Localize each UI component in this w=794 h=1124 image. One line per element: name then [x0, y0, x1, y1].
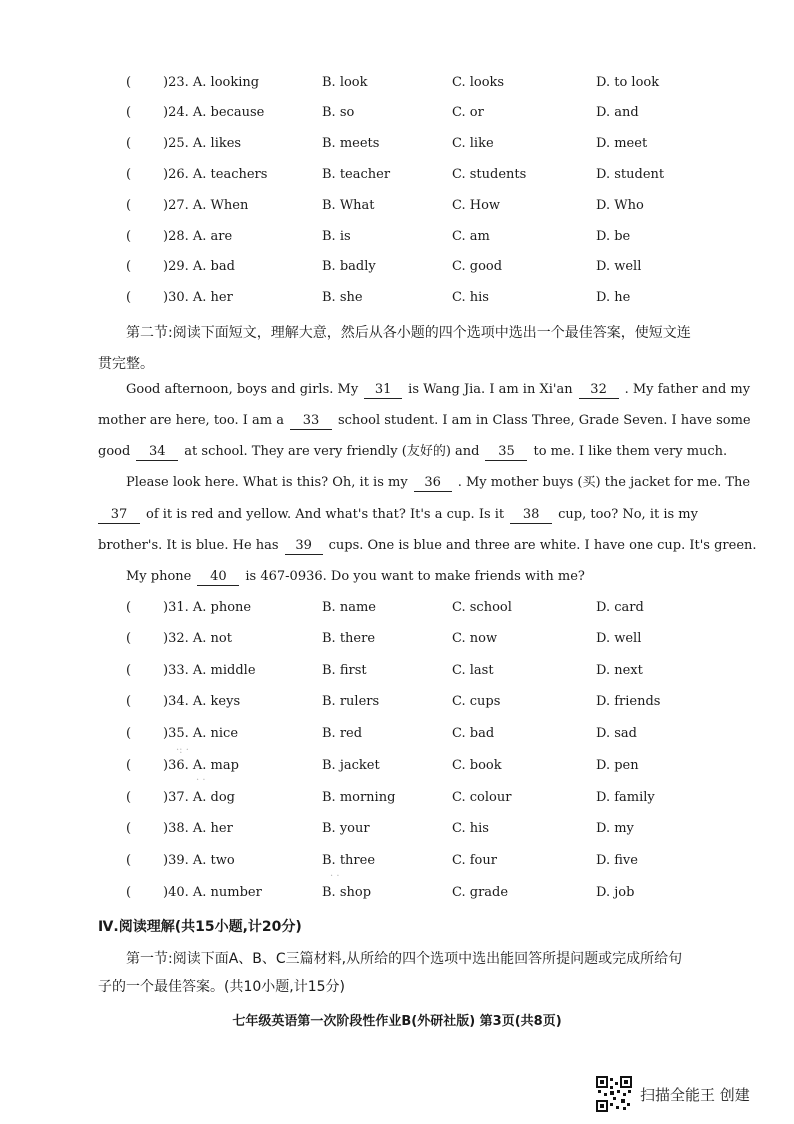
question-row — [0, 694, 794, 716]
option-d: D. five — [596, 853, 638, 868]
option-d: D. Who — [596, 198, 644, 213]
passage-text: Good afternoon, boys and girls. My — [126, 382, 359, 397]
option-c: C. How — [452, 198, 501, 213]
option-a: )37. A. dog — [163, 790, 236, 805]
question-row — [0, 726, 794, 748]
option-a: )32. A. not — [163, 631, 232, 646]
option-c: C. colour — [452, 790, 512, 805]
option-d: D. well — [596, 631, 642, 646]
option-d: D. next — [596, 663, 643, 678]
option-b: B. badly — [322, 259, 376, 274]
option-b: B. look — [322, 75, 368, 90]
option-b: B. three — [322, 853, 376, 868]
question-row — [0, 885, 794, 907]
blank-38: 38 — [510, 507, 552, 524]
option-c: C. bad — [452, 726, 495, 741]
answer-paren: ( — [126, 198, 132, 213]
answer-paren: ( — [126, 790, 132, 805]
passage-text: . My mother buys (买) the jacket for me. The — [457, 475, 751, 490]
passage-text: My phone — [126, 569, 192, 584]
answer-paren: ( — [126, 167, 132, 182]
passage-line-6 — [98, 536, 757, 556]
passage-text: of it is red and yellow. And what's that? It's a cup. Is it — [146, 507, 505, 522]
option-c: C. good — [452, 259, 503, 274]
option-b: B. teacher — [322, 167, 391, 182]
passage-text: is Wang Jia. I am in Xi'an — [408, 382, 573, 397]
option-a: )29. A. bad — [163, 259, 235, 274]
answer-paren: ( — [126, 75, 132, 90]
question-row — [0, 853, 794, 875]
option-b: B. she — [322, 290, 363, 305]
option-d: D. my — [596, 821, 634, 836]
page-footer: 七年级英语第一次阶段性作业B(外研社版) 第3页(共8页) — [232, 1014, 562, 1029]
option-a: )23. A. looking — [163, 75, 260, 90]
passage-text: cups. One is blue and three are white. I have one cup. It's green. — [328, 538, 757, 553]
option-a: )28. A. are — [163, 229, 233, 244]
passage-line-3 — [98, 442, 727, 462]
option-b: B. What — [322, 198, 375, 213]
scanner-label: 扫描全能王 创建 — [640, 1085, 750, 1104]
option-a: )31. A. phone — [163, 600, 252, 615]
passage-text: . My father and my — [624, 382, 751, 397]
passage-text: at school. They are very friendly (友好的) and — [184, 444, 480, 459]
answer-paren: ( — [126, 758, 132, 773]
answer-paren: ( — [126, 290, 132, 305]
passage-line-5 — [98, 505, 698, 525]
option-b: B. so — [322, 105, 355, 120]
answer-paren: ( — [126, 885, 132, 900]
passage-text: school student. I am in Class Three, Grade Seven. I have some — [337, 413, 751, 428]
scan-bleed-mark: · · — [196, 775, 206, 786]
option-b: B. there — [322, 631, 376, 646]
blank-32: 32 — [579, 382, 619, 399]
question-row — [0, 790, 794, 812]
blank-34: 34 — [136, 444, 178, 461]
passage-text: Please look here. What is this? Oh, it is my — [126, 475, 408, 490]
blank-39: 39 — [285, 538, 323, 555]
question-row — [0, 600, 794, 622]
answer-paren: ( — [126, 853, 132, 868]
question-row — [0, 167, 794, 189]
option-d: D. card — [596, 600, 644, 615]
qr-code-icon — [596, 1076, 632, 1112]
option-c: C. am — [452, 229, 490, 244]
option-d: D. and — [596, 105, 639, 120]
option-c: C. last — [452, 663, 494, 678]
option-a: )30. A. her — [163, 290, 233, 305]
option-d: D. family — [596, 790, 655, 805]
option-b: B. meets — [322, 136, 380, 151]
part4-section1-line1: 第一节:阅读下面A、B、C三篇材料,从所给的四个选项中选出能回答所提问题或完成所给句 — [126, 951, 683, 967]
passage-text: to me. I like them very much. — [533, 444, 728, 459]
option-d: D. meet — [596, 136, 648, 151]
option-a: )39. A. two — [163, 853, 235, 868]
option-a: )34. A. keys — [163, 694, 241, 709]
option-a: )33. A. middle — [163, 663, 256, 678]
blank-33: 33 — [290, 413, 332, 430]
option-c: C. four — [452, 853, 497, 868]
option-d: D. well — [596, 259, 642, 274]
option-c: C. looks — [452, 75, 505, 90]
option-a: )35. A. nice — [163, 726, 239, 741]
option-d: D. be — [596, 229, 631, 244]
question-row — [0, 198, 794, 220]
blank-36: 36 — [414, 475, 452, 492]
option-a: )38. A. her — [163, 821, 233, 836]
option-c: C. cups — [452, 694, 501, 709]
option-a: )27. A. When — [163, 198, 249, 213]
scanner-watermark — [596, 1074, 750, 1114]
option-b: B. rulers — [322, 694, 380, 709]
blank-31: 31 — [364, 382, 402, 399]
section2-instruction-line1: 第二节:阅读下面短文，理解大意，然后从各小题的四个选项中选出一个最佳答案，使短文连 — [126, 325, 691, 341]
option-c: C. or — [452, 105, 484, 120]
option-c: C. now — [452, 631, 498, 646]
option-a: )26. A. teachers — [163, 167, 268, 182]
option-d: D. pen — [596, 758, 639, 773]
passage-text: mother are here, too. I am a — [98, 413, 284, 428]
question-row — [0, 229, 794, 251]
passage-line-4 — [126, 473, 750, 493]
passage-line-1 — [126, 380, 750, 400]
question-row — [0, 631, 794, 653]
option-b: B. your — [322, 821, 370, 836]
section2-instruction-line2: 贯完整。 — [98, 356, 154, 372]
question-row — [0, 259, 794, 281]
part4-section1-line2: 子的一个最佳答案。(共10小题,计15分) — [98, 979, 346, 995]
option-b: B. shop — [322, 885, 372, 900]
question-row — [0, 663, 794, 685]
question-row — [0, 758, 794, 780]
option-b: B. jacket — [322, 758, 380, 773]
option-c: C. students — [452, 167, 527, 182]
option-a: )24. A. because — [163, 105, 265, 120]
option-d: D. student — [596, 167, 665, 182]
passage-text: cup, too? No, it is my — [558, 507, 698, 522]
blank-40: 40 — [197, 569, 239, 586]
option-c: C. school — [452, 600, 512, 615]
passage-text: brother's. It is blue. He has — [98, 538, 279, 553]
answer-paren: ( — [126, 821, 132, 836]
option-a: )40. A. number — [163, 885, 262, 900]
answer-paren: ( — [126, 229, 132, 244]
option-d: D. job — [596, 885, 635, 900]
question-row — [0, 105, 794, 127]
question-row — [0, 136, 794, 158]
answer-paren: ( — [126, 726, 132, 741]
answer-paren: ( — [126, 259, 132, 274]
option-d: D. to look — [596, 75, 660, 90]
option-c: C. his — [452, 821, 489, 836]
option-b: B. red — [322, 726, 363, 741]
blank-37: 37 — [98, 507, 140, 524]
scan-bleed-mark: ·: · — [176, 745, 189, 756]
answer-paren: ( — [126, 136, 132, 151]
option-d: D. he — [596, 290, 631, 305]
passage-text: good — [98, 444, 131, 459]
option-b: B. name — [322, 600, 376, 615]
option-b: B. first — [322, 663, 367, 678]
part4-heading: Ⅳ.阅读理解(共15小题,计20分) — [98, 919, 302, 935]
option-a: )25. A. likes — [163, 136, 242, 151]
option-c: C. like — [452, 136, 494, 151]
passage-line-2 — [98, 411, 751, 431]
question-row — [0, 75, 794, 97]
answer-paren: ( — [126, 600, 132, 615]
scan-bleed-mark: · · — [330, 871, 340, 882]
option-c: C. his — [452, 290, 489, 305]
question-row — [0, 821, 794, 843]
answer-paren: ( — [126, 105, 132, 120]
option-d: D. friends — [596, 694, 661, 709]
answer-paren: ( — [126, 631, 132, 646]
blank-35: 35 — [485, 444, 527, 461]
option-c: C. grade — [452, 885, 509, 900]
option-b: B. morning — [322, 790, 396, 805]
option-b: B. is — [322, 229, 351, 244]
passage-line-7 — [126, 567, 585, 587]
option-a: )36. A. map — [163, 758, 239, 773]
passage-text: is 467-0936. Do you want to make friends with me? — [245, 569, 585, 584]
option-d: D. sad — [596, 726, 637, 741]
answer-paren: ( — [126, 694, 132, 709]
option-c: C. book — [452, 758, 502, 773]
question-row — [0, 290, 794, 312]
answer-paren: ( — [126, 663, 132, 678]
